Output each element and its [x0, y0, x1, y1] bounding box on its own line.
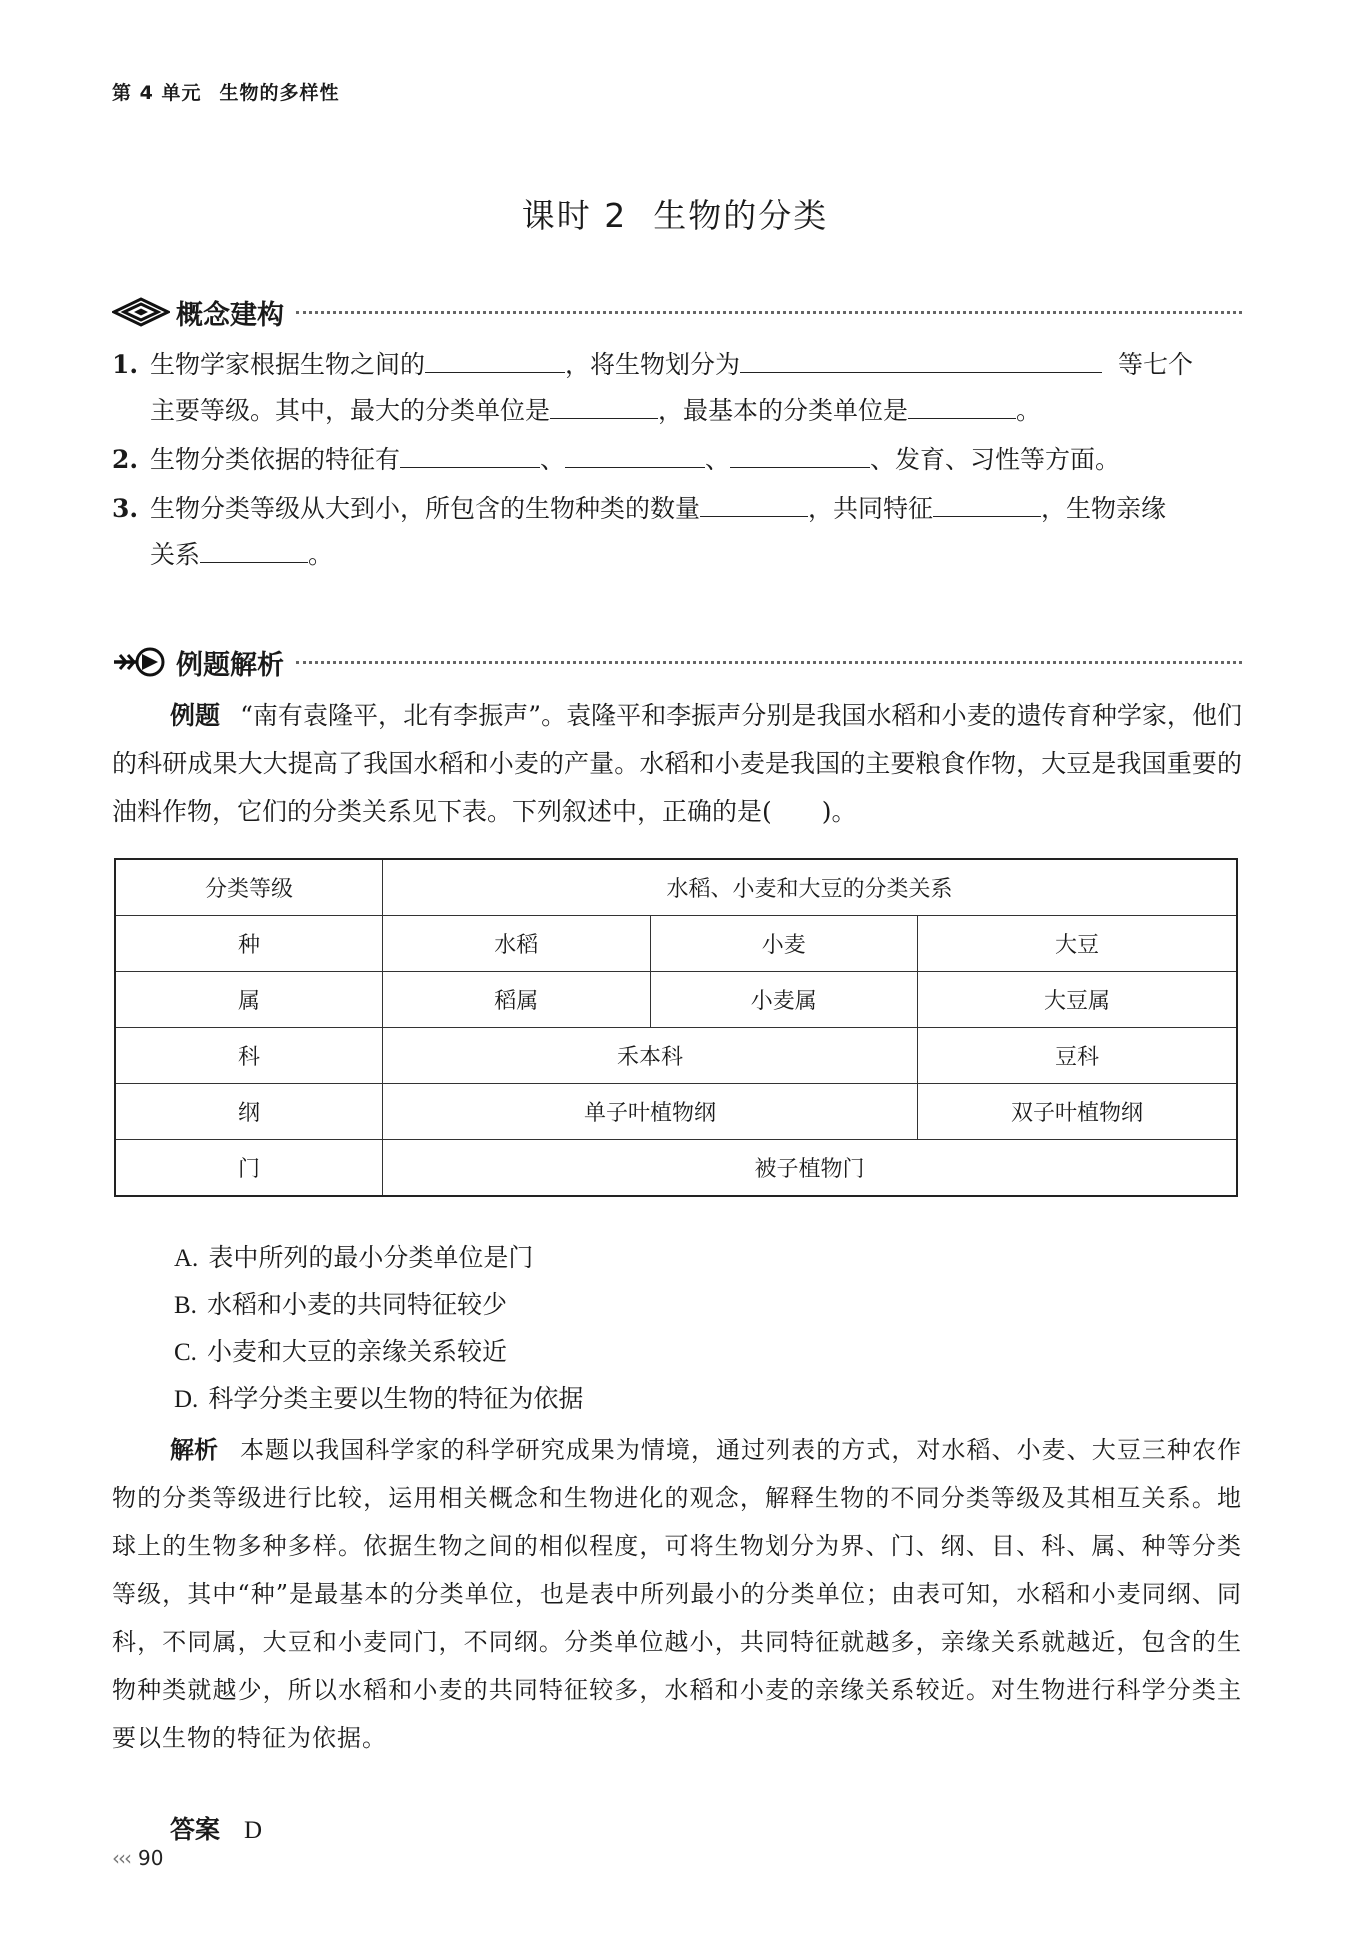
question-text: 主要等级。其中，最大的分类单位是 — [150, 396, 551, 425]
option-text: 水稻和小麦的共同特征较少 — [206, 1290, 507, 1319]
page-title — [0, 190, 1350, 237]
chevrons-left-icon: ‹‹‹ — [112, 1846, 130, 1870]
option-letter: C. — [174, 1339, 197, 1366]
analysis-text: 本题以我国科学家的科学研究成果为情境，通过列表的方式，对水稻、小麦、大豆三种农作物的分类等级进行比较，运用相关概念和生物进化的观念，解释生物的不同分类等级及其相互关系。地球上的生物多种多样。依据生物之间的相似程度，可将生物划分为界、门、纲、目、科、属、种等分类等级，其中“种”是最基本的分类单位，也是表中所列最小的分类单位；由表可知，水稻和小麦同纲、同科，不同属，大豆和小麦同门，不同纲。分类单位越小，共同特征就越多，亲缘关系就越近，包含的生物种类就越少，所以水稻和小麦的共同特征较多，水稻和小麦的亲缘关系较近。对生物进行科学分类主要以生物的特征为依据。 — [112, 1436, 1243, 1752]
question-text: 生物学家根据生物之间的 — [150, 350, 426, 379]
answer-blank[interactable] — [908, 394, 1016, 419]
option-a[interactable] — [174, 1235, 533, 1282]
table-cell-level: 种 — [115, 916, 383, 972]
table-cell: 单子叶植物纲 — [383, 1084, 918, 1140]
question-number: 1. — [112, 350, 139, 379]
answer-blank[interactable] — [565, 443, 705, 468]
table-header-row — [115, 859, 1237, 916]
answer-blank[interactable] — [200, 538, 308, 563]
question-text: 、 — [705, 445, 731, 474]
option-b[interactable] — [174, 1282, 507, 1329]
page-number: 90 — [138, 1846, 164, 1870]
table-row — [115, 916, 1237, 972]
table-cell: 双子叶植物纲 — [918, 1084, 1237, 1140]
section-example-heading — [112, 642, 1242, 682]
question-3 — [112, 486, 1242, 578]
table-cell: 被子植物门 — [383, 1140, 1237, 1197]
layers-icon — [112, 295, 170, 329]
lesson-name: 生物的分类 — [653, 196, 829, 235]
table-row — [115, 1028, 1237, 1084]
running-header — [112, 78, 339, 105]
option-letter: B. — [174, 1292, 197, 1319]
option-letter: A. — [174, 1245, 199, 1272]
table-cell: 稻属 — [383, 972, 651, 1028]
option-text: 科学分类主要以生物的特征为依据 — [208, 1384, 584, 1413]
analysis-label: 解析 — [170, 1436, 219, 1464]
question-text: ，将生物划分为 — [565, 350, 741, 379]
table-header-cell: 水稻、小麦和大豆的分类关系 — [383, 859, 1237, 916]
page-footer — [112, 1846, 163, 1870]
answer-blank[interactable] — [730, 443, 870, 468]
question-text: 。 — [1016, 396, 1042, 425]
table-cell-level: 属 — [115, 972, 383, 1028]
table-cell: 大豆属 — [918, 972, 1237, 1028]
answer-blank[interactable] — [425, 348, 565, 373]
answer-blank[interactable] — [550, 394, 658, 419]
table-row — [115, 972, 1237, 1028]
analysis-paragraph — [112, 1426, 1242, 1762]
table-cell-level: 门 — [115, 1140, 383, 1197]
section-label: 概念建构 — [176, 299, 284, 331]
question-text: 、 — [540, 445, 566, 474]
question-text: ，生物亲缘 — [1041, 494, 1167, 523]
table-cell: 大豆 — [918, 916, 1237, 972]
arrow-target-icon — [112, 645, 170, 679]
answer-blank[interactable] — [740, 348, 1102, 373]
option-d[interactable] — [174, 1376, 583, 1423]
example-text: “南有袁隆平，北有李振声”。袁隆平和李振声分别是我国水稻和小麦的遗传育种学家，他们的科研成果大大提高了我国水稻和小麦的产量。水稻和小麦是我国的主要粮食作物，大豆是我国重要的油料作物，它们的分类关系见下表。下列叙述中，正确的是( )。 — [112, 701, 1242, 826]
question-text: 。 — [308, 540, 334, 569]
table-cell: 豆科 — [918, 1028, 1237, 1084]
option-text: 小麦和大豆的亲缘关系较近 — [206, 1337, 507, 1366]
example-paragraph — [112, 692, 1242, 836]
question-text: 生物分类等级从大到小，所包含的生物种类的数量 — [150, 494, 701, 523]
dotted-rule — [296, 311, 1242, 314]
question-text: 关系 — [150, 540, 201, 569]
unit-title: 生物的多样性 — [219, 82, 340, 104]
question-number: 2. — [112, 445, 139, 474]
question-text: ，最基本的分类单位是 — [658, 396, 909, 425]
question-text: 等七个 — [1117, 350, 1193, 379]
unit-number: 第 4 单元 — [112, 82, 202, 104]
table-cell: 禾本科 — [383, 1028, 918, 1084]
lesson-number: 课时 2 — [521, 196, 628, 235]
section-label: 例题解析 — [176, 649, 284, 681]
table-cell: 水稻 — [383, 916, 651, 972]
table-header-cell: 分类等级 — [115, 859, 383, 916]
option-letter: D. — [174, 1386, 199, 1413]
answer-blank[interactable] — [700, 492, 808, 517]
table-cell-level: 科 — [115, 1028, 383, 1084]
dotted-rule — [296, 661, 1242, 664]
example-label: 例题 — [170, 701, 221, 730]
answer-value: D — [244, 1817, 263, 1844]
table-row — [115, 1084, 1237, 1140]
table-cell: 小麦 — [650, 916, 918, 972]
answer-blank[interactable] — [933, 492, 1041, 517]
answer-label: 答案 — [170, 1815, 221, 1844]
question-text: 生物分类依据的特征有 — [150, 445, 401, 474]
question-text: ，共同特征 — [808, 494, 934, 523]
table-row — [115, 1140, 1237, 1197]
question-2 — [112, 437, 1242, 483]
question-number: 3. — [112, 494, 139, 523]
table-cell: 小麦属 — [650, 972, 918, 1028]
question-text: 、发育、习性等方面。 — [870, 445, 1121, 474]
answer-line — [170, 1810, 262, 1846]
question-1 — [112, 342, 1242, 434]
option-c[interactable] — [174, 1329, 507, 1376]
answer-blank[interactable] — [400, 443, 540, 468]
classification-table — [114, 858, 1238, 1197]
section-concept-heading — [112, 292, 1242, 332]
option-text: 表中所列的最小分类单位是门 — [208, 1243, 534, 1272]
table-cell-level: 纲 — [115, 1084, 383, 1140]
